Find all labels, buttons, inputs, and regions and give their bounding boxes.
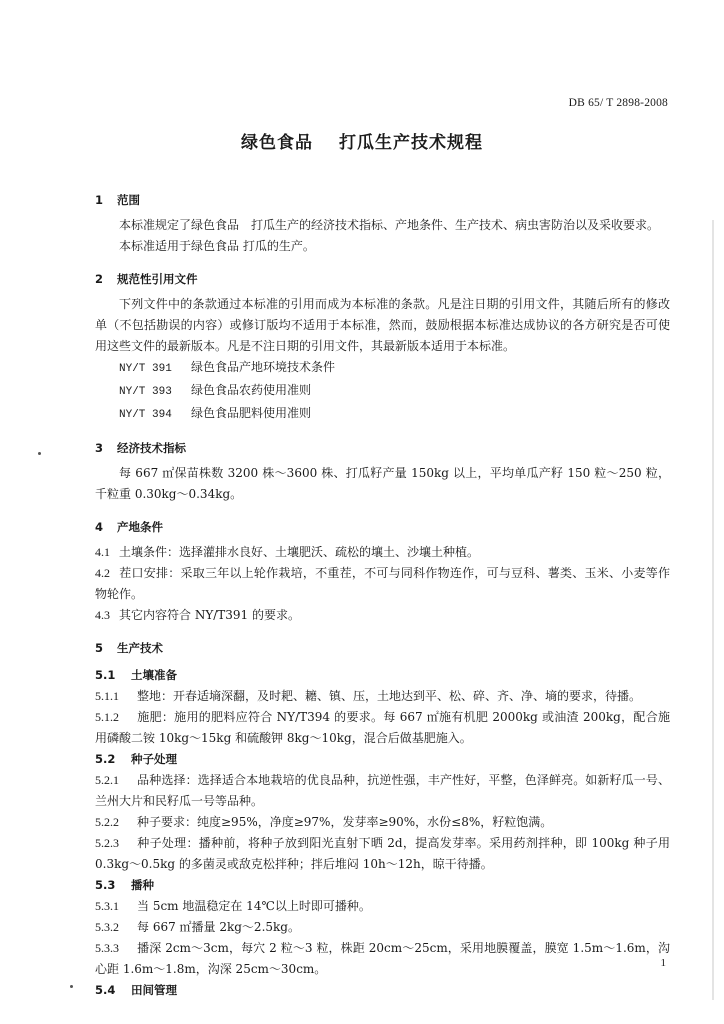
reference-item [95,380,670,403]
clause-item [95,542,670,563]
clause-text: 茬口安排：采取三年以上轮作栽培，不重茬，不可与同科作物连作，可与豆科、薯类、玉米、小麦等作物轮作。 [95,566,670,601]
clause-item [95,896,670,917]
reference-item [95,403,670,426]
subsection-number: 5.2 [95,752,116,766]
subsection-heading [95,980,670,1001]
clause-number: 4.1 [95,545,110,559]
section-title: 规范性引用文件 [117,272,198,286]
section-number: 2 [95,272,104,286]
section-heading [95,190,670,211]
section-heading [95,438,670,459]
scan-speck [70,985,73,988]
clause-number: 5.1.1 [95,689,119,703]
subsection-number: 5.3 [95,878,116,892]
section-heading [95,517,670,538]
clause-item [95,938,670,980]
section-number: 5 [95,641,104,655]
subsection-title: 种子处理 [131,752,177,766]
section-title: 范围 [117,193,140,207]
section-heading [95,638,670,659]
reference-code: NY/T 391 [119,363,172,375]
clause-number: 4.3 [95,608,110,622]
document-title [0,128,724,153]
section-title: 经济技术指标 [117,441,186,455]
page-number: 1 [660,957,666,969]
clause-text: 整地：开春适墒深翻，及时耙、耱、镇、压，土地达到平、松、碎、齐、净、墒的要求，待播。 [137,689,642,703]
clause-text: 播深 2cm～3cm，每穴 2 粒～3 粒，株距 20cm～25cm，采用地膜覆盖，膜宽 1.5m～1.6m，沟心距 1.6m～1.8m，沟深 25cm～30cm。 [95,941,670,976]
reference-item [95,357,670,380]
clause-item [95,833,670,875]
reference-code: NY/T 394 [119,409,172,421]
scan-edge-shadow [712,220,714,1000]
title-part-2: 打瓜生产技术规程 [339,133,483,153]
paragraph: 本标准适用于绿色食品 打瓜的生产。 [119,239,315,253]
reference-title: 绿色食品农药使用准则 [191,383,312,397]
clause-item [95,686,670,707]
clause-text: 种子处理：播种前，将种子放到阳光直射下晒 2d，提高发芽率。采用药剂拌种，即 100kg 种子用 0.3kg～0.5kg 的多菌灵或敌克松拌种；拌后堆闷 10h～12h，晾干待播。 [95,836,670,871]
subsection-heading [95,749,670,770]
reference-title: 绿色食品产地环境技术条件 [191,360,336,374]
paragraph: 每 667 ㎡保苗株数 3200 株～3600 株、打瓜籽产量 150kg 以上，平均单瓜产籽 150 粒～250 粒，千粒重 0.30kg～0.34kg。 [95,466,670,501]
paragraph: 本标准规定了绿色食品 打瓜生产的经济技术指标、产地条件、生产技术、病虫害防治以及采收要求。 [119,218,660,232]
clause-item [95,917,670,938]
clause-number: 5.3.2 [95,920,119,934]
section-title: 生产技术 [117,641,163,655]
clause-item [95,770,670,812]
clause-number: 5.3.1 [95,899,119,913]
standard-code: DB 65/ T 2898-2008 [568,97,668,109]
clause-text: 种子要求：纯度≥95%，净度≥97%，发芽率≥90%，水份≤8%，籽粒饱满。 [137,815,553,829]
subsection-heading [95,665,670,686]
clause-text: 其它内容符合 NY/T391 的要求。 [119,608,301,622]
clause-text: 施肥：施用的肥料应符合 NY/T394 的要求。每 667 ㎡施有机肥 2000kg 或油渣 200kg，配合施用磷酸二铵 10kg～15kg 和硫酸钾 8kg～10kg，混合后做基肥施入。 [95,710,670,745]
clause-number: 4.2 [95,566,110,580]
subsection-title: 田间管理 [131,983,177,997]
title-part-1: 绿色食品 [241,133,313,153]
subsection-number: 5.4 [95,983,116,997]
reference-code: NY/T 393 [119,386,172,398]
subsection-title: 土壤准备 [131,668,177,682]
document-body [95,184,670,1001]
subsection-heading [95,875,670,896]
section-number: 4 [95,520,104,534]
clause-number: 5.1.2 [95,710,119,724]
clause-item [95,605,670,626]
subsection-number: 5.1 [95,668,116,682]
clause-number: 5.2.2 [95,815,119,829]
clause-text: 品种选择：选择适合本地栽培的优良品种，抗逆性强，丰产性好，平整，色泽鲜亮。如新籽瓜一号、兰州大片和民籽瓜一号等品种。 [95,773,670,808]
clause-text: 每 667 ㎡播量 2kg～2.5kg。 [137,920,300,934]
section-heading [95,269,670,290]
clause-text: 当 5cm 地温稳定在 14℃以上时即可播种。 [137,899,371,913]
scan-speck [38,452,41,455]
paragraph: 下列文件中的条款通过本标准的引用而成为本标准的条款。凡是注日期的引用文件，其随后所有的修改单（不包括勘误的内容）或修订版均不适用于本标准，然而，鼓励根据本标准达成协议的各方研究是否可使用这些文件的最新版本。凡是不注日期的引用文件，其最新版本适用于本标准。 [95,297,670,353]
clause-text: 土壤条件：选择灌排水良好、土壤肥沃、疏松的壤土、沙壤土种植。 [119,545,480,559]
reference-title: 绿色食品肥料使用准则 [191,406,312,420]
clause-item [95,563,670,605]
clause-number: 5.2.3 [95,836,119,850]
section-number: 3 [95,441,104,455]
section-number: 1 [95,193,104,207]
subsection-title: 播种 [131,878,154,892]
clause-item [95,707,670,749]
clause-number: 5.3.3 [95,941,119,955]
clause-number: 5.2.1 [95,773,119,787]
clause-item [95,812,670,833]
section-title: 产地条件 [117,520,163,534]
